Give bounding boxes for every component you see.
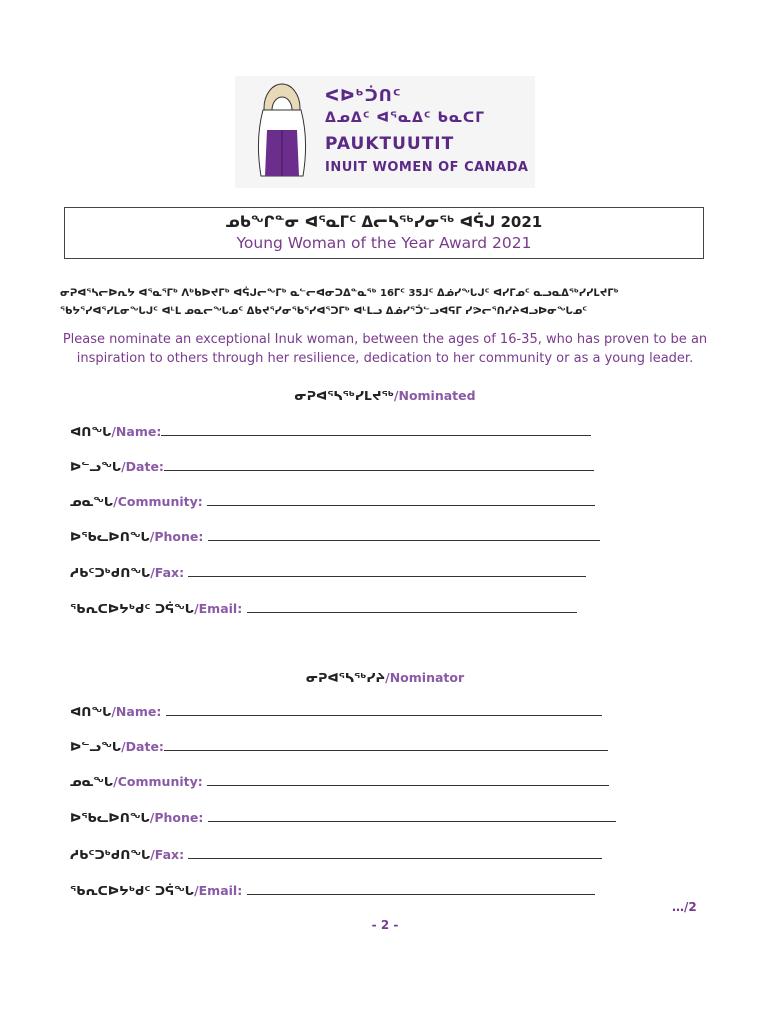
field-label-english: /Email: xyxy=(194,601,247,616)
continued-marker: …/2 xyxy=(672,900,697,914)
intro-syllabics-line1: ᓂᕈᐊᕐᓴᓕᐅᕆᔭ ᐊᕐᓇᕐᒥᒃ ᐱᒃᑲᐅᔪᒥᒃ ᐊᕌᒍᓕᖕᒥᒃ ᓇᓪᓕᐊᓂᑐᐃᓐᓇᖅ 16ᒥᑦ 35ᒧᑦ ᐃᓅᓯᖓᒍᑦ ᐊᓯᒥᓄᑦ ᓇᓗᓇᐃᖅᓯᓯᒪᔪᒥᒃ xyxy=(60,288,619,299)
page-number: - 2 - xyxy=(371,918,399,932)
field-label-syllabics: ᖃᕆᑕᐅᔭᒃᑯᑦ ᑐᕌᖓ xyxy=(70,601,195,616)
field-label-syllabics: ᐅᓪᓗᖓ xyxy=(70,739,122,754)
fax-input-line[interactable] xyxy=(188,565,586,577)
community-input-line[interactable] xyxy=(207,494,595,506)
date-input-line[interactable] xyxy=(164,739,608,751)
pauktuutit-logo xyxy=(235,76,535,188)
nominator-community-field[interactable] xyxy=(70,774,609,789)
fax-input-line[interactable] xyxy=(188,847,602,859)
field-label-english: /Phone: xyxy=(149,810,208,825)
nominated-email-field[interactable] xyxy=(70,601,577,616)
field-label-syllabics: ᖃᕆᑕᐅᔭᒃᑯᑦ ᑐᕌᖓ xyxy=(70,883,195,898)
field-label-syllabics: ᓱᑲᑦᑐᒃᑯᑎᖓ xyxy=(70,565,151,580)
field-label-syllabics: ᐊᑎᖓ xyxy=(70,704,112,719)
field-label-syllabics: ᓄᓇᖓ xyxy=(70,774,114,789)
email-input-line[interactable] xyxy=(247,883,595,895)
email-input-line[interactable] xyxy=(247,601,577,613)
phone-input-line[interactable] xyxy=(208,529,600,541)
field-label-english: /Fax: xyxy=(150,847,189,862)
field-label-english: /Fax: xyxy=(150,565,189,580)
logo-syllabics-line2: ᐃᓄᐃᑦ ᐊᕐᓇᐃᑦ ᑲᓇᑕᒥ xyxy=(325,110,486,126)
nominated-heading-syllabics: ᓂᕈᐊᕐᓴᖅᓯᒪᔪᖅ xyxy=(294,388,394,403)
nominated-heading-english: /Nominated xyxy=(393,388,476,403)
nominated-name-field[interactable] xyxy=(70,424,591,439)
nominator-phone-field[interactable] xyxy=(70,810,616,825)
nominated-heading xyxy=(0,388,770,403)
logo-syllabics-line1: ᐸᐅᒃᑑᑎᑦ xyxy=(325,86,402,105)
field-label-english: /Email: xyxy=(194,883,247,898)
nominator-heading-english: /Nominator xyxy=(385,670,465,685)
field-label-english: /Community: xyxy=(113,494,208,509)
logo-brand-tagline: INUIT WOMEN OF CANADA xyxy=(325,160,529,175)
field-label-syllabics: ᐊᑎᖓ xyxy=(70,424,112,439)
nominator-name-field[interactable] xyxy=(70,704,602,719)
inuit-woman-emblem-icon xyxy=(249,80,315,184)
field-label-syllabics: ᐅᖃᓚᐅᑎᖓ xyxy=(70,810,150,825)
field-label-english: /Community: xyxy=(113,774,208,789)
nominator-heading xyxy=(0,670,770,685)
field-label-english: /Name: xyxy=(111,704,166,719)
field-label-syllabics: ᓄᓇᖓ xyxy=(70,494,114,509)
name-input-line[interactable] xyxy=(166,704,602,716)
title-syllabics: ᓄᑲᖏᓐᓂ ᐊᕐᓇᒥᑦ ᐃᓕᓴᖅᓯᓂᖅ ᐊᕌᒍ 2021 xyxy=(225,213,543,231)
logo-brand-name: PAUKTUUTIT xyxy=(325,134,455,154)
nominator-heading-syllabics: ᓂᕈᐊᕐᓴᖅᓯᔨ xyxy=(305,670,386,685)
intro-syllabics-line2: ᖃᔭᕐᓯᐊᕐᓯᒪᓂᖓᒍᑦ ᐊᒻᒪ ᓄᓇᓕᖓᓄᑦ ᐃᑲᔪᕐᓯᓂᖃᕐᓯᐊᕐᑐᒥᒃ ᐊᒻᒪᓗ ᐃᓅᓯᕐᑑᓪᓗᐊᕋᒥ ᓯᕗᓕᕐᑎᓯᔨᐊᓗᐅᓂᖓᓄᑦ xyxy=(60,306,588,317)
nominator-fax-field[interactable] xyxy=(70,847,602,862)
nominated-phone-field[interactable] xyxy=(70,529,600,544)
intro-english-line2: inspiration to others through her resilience, dedication to her community or as a young leader. xyxy=(76,351,694,366)
field-label-english: /Name: xyxy=(111,424,162,439)
nominator-date-field[interactable] xyxy=(70,739,608,754)
field-label-english: /Date: xyxy=(121,459,164,474)
title-english: Young Woman of the Year Award 2021 xyxy=(236,234,532,252)
intro-english-line1: Please nominate an exceptional Inuk woman, between the ages of 16-35, who has proven to be an xyxy=(62,332,708,347)
nominated-community-field[interactable] xyxy=(70,494,595,509)
name-input-line[interactable] xyxy=(161,424,591,436)
field-label-english: /Date: xyxy=(121,739,164,754)
phone-input-line[interactable] xyxy=(208,810,616,822)
nominator-email-field[interactable] xyxy=(70,883,595,898)
intro-english xyxy=(60,330,710,368)
field-label-syllabics: ᐅᖃᓚᐅᑎᖓ xyxy=(70,529,150,544)
nominated-fax-field[interactable] xyxy=(70,565,586,580)
field-label-english: /Phone: xyxy=(149,529,208,544)
nominated-date-field[interactable] xyxy=(70,459,594,474)
community-input-line[interactable] xyxy=(207,774,609,786)
field-label-syllabics: ᐅᓪᓗᖓ xyxy=(70,459,122,474)
field-label-syllabics: ᓱᑲᑦᑐᒃᑯᑎᖓ xyxy=(70,847,151,862)
date-input-line[interactable] xyxy=(164,459,594,471)
title-box xyxy=(64,207,704,259)
